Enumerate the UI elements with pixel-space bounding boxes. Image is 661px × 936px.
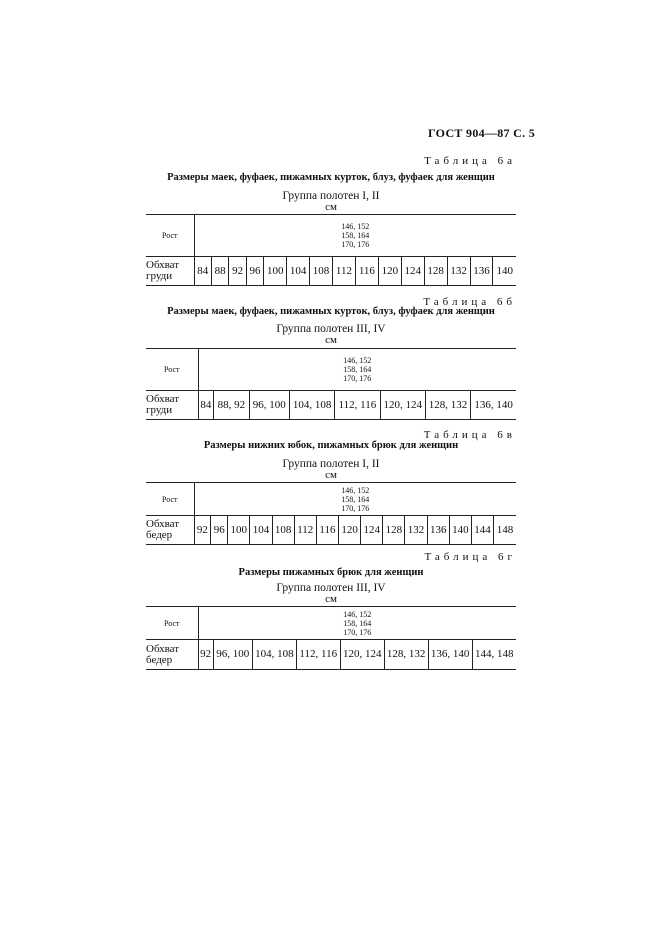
height-value: 158, 164 — [343, 618, 372, 628]
size-value-cell: 108 — [310, 257, 333, 286]
height-value: 146, 152 — [341, 485, 370, 495]
size-value-cell: 136, 140 — [471, 391, 516, 420]
table-6g — [146, 606, 516, 670]
girth-row-label: Обхват груди — [146, 257, 194, 286]
size-value-cell: 132 — [447, 257, 470, 286]
height-value: 158, 164 — [341, 231, 370, 240]
size-value-cell: 104, 108 — [252, 640, 296, 670]
size-value-cell: 136 — [470, 257, 493, 286]
height-values — [198, 349, 516, 391]
size-value-cell: 128 — [383, 516, 405, 545]
rost-label: Рост — [146, 215, 194, 257]
height-value: 146, 152 — [343, 609, 372, 619]
size-value-cell: 124 — [401, 257, 424, 286]
size-value-cell: 128 — [424, 257, 447, 286]
size-value-cell: 96, 100 — [249, 391, 289, 420]
size-value-cell: 120 — [378, 257, 401, 286]
table-6g-label: Таблица 6г — [424, 551, 516, 563]
size-value-cell: 112, 116 — [335, 391, 380, 420]
table-6a-label: Таблица 6а — [424, 155, 516, 167]
rost-label: Рост — [146, 607, 198, 640]
size-value-cell: 108 — [272, 516, 294, 545]
table-6v-title: Размеры нижних юбок, пижамных брюк для женщин — [203, 440, 459, 451]
size-value-cell: 144 — [471, 516, 493, 545]
girth-row-label: Обхват бедер — [146, 516, 194, 545]
size-value-cell: 144, 148 — [472, 640, 516, 670]
table-6a-unit: см — [325, 201, 337, 213]
size-value-cell: 116 — [355, 257, 378, 286]
table-6a — [146, 214, 516, 286]
rost-label: Рост — [146, 349, 198, 391]
size-value-cell: 84 — [194, 257, 211, 286]
table-6a-title: Размеры маек, фуфаек, пижамных курток, блуз, фуфаек для женщин — [167, 172, 495, 183]
size-value-cell: 100 — [228, 516, 250, 545]
table-6b-unit: см — [325, 334, 337, 346]
table-6b-label: Таблица 6б — [423, 296, 516, 308]
size-value-cell: 104 — [287, 257, 310, 286]
size-value-cell: 88 — [211, 257, 228, 286]
size-value-cell: 140 — [449, 516, 471, 545]
table-6v-unit: см — [325, 469, 337, 481]
size-value-cell: 88, 92 — [214, 391, 249, 420]
table-6v — [146, 482, 516, 545]
size-value-cell: 140 — [493, 257, 516, 286]
girth-row-label: Обхват груди — [146, 391, 198, 420]
table-6g-unit: см — [325, 593, 337, 605]
size-value-cell: 124 — [361, 516, 383, 545]
height-values — [194, 483, 516, 516]
size-value-cell: 84 — [198, 391, 214, 420]
page-header: ГОСТ 904—87 С. 5 — [428, 126, 535, 140]
size-value-cell: 96 — [211, 516, 228, 545]
size-value-cell: 120, 124 — [380, 391, 425, 420]
size-value-cell: 132 — [405, 516, 427, 545]
size-value-cell: 96 — [246, 257, 263, 286]
height-value: 158, 164 — [341, 494, 370, 504]
size-value-cell: 112 — [333, 257, 356, 286]
height-value: 170, 176 — [343, 627, 372, 637]
table-6g-group: Группа полотен III, IV — [276, 582, 386, 594]
size-value-cell: 112, 116 — [296, 640, 340, 670]
size-value-cell: 128, 132 — [384, 640, 428, 670]
size-value-cell: 136, 140 — [428, 640, 472, 670]
table-6b-group: Группа полотен III, IV — [276, 323, 386, 335]
size-value-cell: 92 — [194, 516, 211, 545]
size-value-cell: 92 — [229, 257, 246, 286]
height-value: 170, 176 — [343, 374, 372, 383]
size-value-cell: 100 — [264, 257, 287, 286]
height-value: 158, 164 — [343, 365, 372, 374]
size-value-cell: 128, 132 — [425, 391, 470, 420]
table-6b-title: Размеры маек, фуфаек, пижамных курток, блуз, фуфаек для женщин — [167, 306, 495, 317]
size-value-cell: 104 — [250, 516, 272, 545]
table-6g-title: Размеры пижамных брюк для женщин — [238, 567, 424, 578]
size-value-cell: 136 — [427, 516, 449, 545]
height-value: 170, 176 — [341, 240, 370, 249]
table-6a-group: Группа полотен I, II — [282, 190, 380, 202]
size-value-cell: 120, 124 — [340, 640, 384, 670]
size-value-cell: 148 — [494, 516, 516, 545]
size-value-cell: 116 — [316, 516, 338, 545]
table-6b — [146, 348, 516, 420]
table-6v-label: Таблица 6в — [423, 429, 516, 441]
size-value-cell: 120 — [339, 516, 361, 545]
size-value-cell: 96, 100 — [213, 640, 252, 670]
height-values — [198, 607, 516, 640]
size-value-cell: 92 — [198, 640, 213, 670]
height-values — [194, 215, 516, 257]
table-6v-group: Группа полотен I, II — [282, 458, 380, 470]
height-value: 170, 176 — [341, 503, 370, 513]
height-value: 146, 152 — [341, 222, 370, 231]
height-value: 146, 152 — [343, 356, 372, 365]
girth-row-label: Обхват бедер — [146, 640, 198, 670]
rost-label: Рост — [146, 483, 194, 516]
size-value-cell: 104, 108 — [289, 391, 334, 420]
size-value-cell: 112 — [294, 516, 316, 545]
